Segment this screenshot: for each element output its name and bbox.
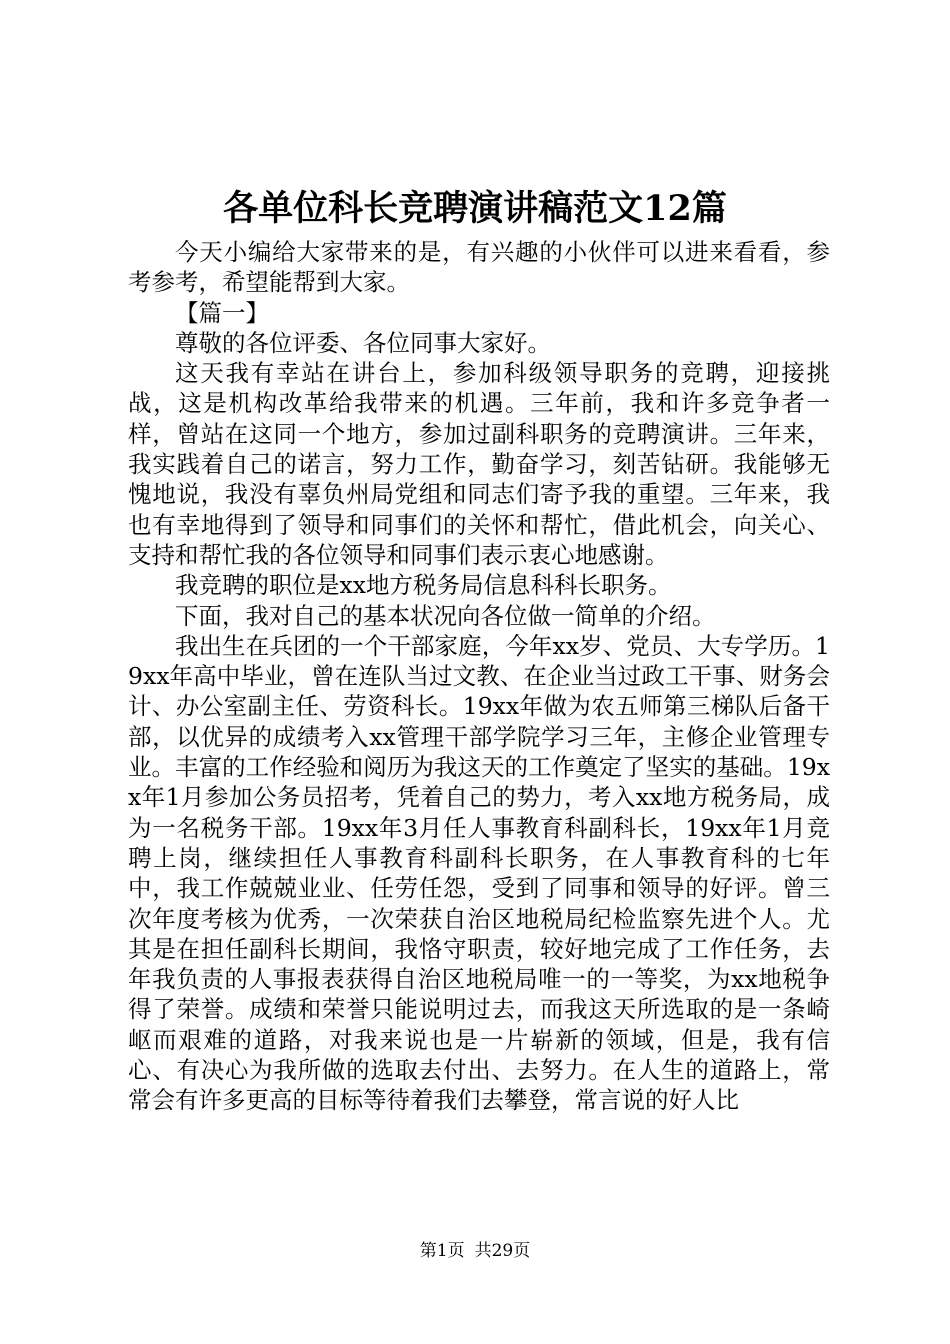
- section-heading: 【篇一】: [175, 298, 269, 327]
- body-paragraph: 我出生在兵团的一个干部家庭，今年xx岁、党员、大专学历。19xx年高中毕业，曾在连队当过文教、在企业当过政工干事、财务会计、办公室副主任、劳资科长。19xx年做为农五师第三梯队后备干部，以优异的成绩考入xx管理干部学院学习三年，主修企业管理专业。丰富的工作经验和阅历为我这天的工作奠定了坚实的基础。19xx年1月参加公务员招考，凭着自己的势力，考入xx地方税务局，成为一名税务干部。19xx年3月任人事教育科副科长，19xx年1月竞聘上岗，继续担任人事教育科副科长职务，在人事教育科的七年中，我工作兢兢业业、任劳任怨，受到了同事和领导的好评。曾三次年度考核为优秀，一次荣获自治区地税局纪检监察先进个人。尤其是在担任副科长期间，我恪守职责，较好地完成了工作任务，去年我负责的人事报表获得自治区地税局唯一的一等奖，为xx地税争得了荣誉。成绩和荣誉只能说明过去，而我这天所选取的是一条崎岖而艰难的道路，对我来说也是一片崭新的领域，但是，我有信心、有决心为我所做的选取去付出、去努力。在人生的道路上，常常会有许多更高的目标等待着我们去攀登，常言说的好人比: [128, 631, 830, 1115]
- intro-paragraph: 今天小编给大家带来的是，有兴趣的小伙伴可以进来看看，参考参考，希望能帮到大家。: [128, 238, 830, 297]
- document-body: [128, 237, 830, 1116]
- body-paragraph: 下面，我对自己的基本状况向各位做一简单的介绍。: [175, 601, 716, 630]
- page-total: 共29页: [474, 1241, 531, 1261]
- greeting-paragraph: 尊敬的各位评委、各位同事大家好。: [175, 328, 551, 357]
- body-paragraph: 我竞聘的职位是xx地方税务局信息科科长职务。: [175, 571, 672, 600]
- document-title: 各单位科长竞聘演讲稿范文12篇: [223, 188, 727, 229]
- body-paragraph: 这天我有幸站在讲台上，参加科级领导职务的竞聘，迎接挑战，这是机构改革给我带来的机遇。三年前，我和许多竞争者一样，曾站在这同一个地方，参加过副科职务的竞聘演讲。三年来，我实践着自己的诺言，努力工作，勤奋学习，刻苦钻研。我能够无愧地说，我没有辜负州局党组和同志们寄予我的重望。三年来，我也有幸地得到了领导和同事们的关怀和帮忙，借此机会，向关心、支持和帮忙我的各位领导和同事们表示衷心地感谢。: [128, 359, 830, 569]
- page-number: 第1页: [419, 1241, 465, 1261]
- page-footer: [0, 1239, 950, 1263]
